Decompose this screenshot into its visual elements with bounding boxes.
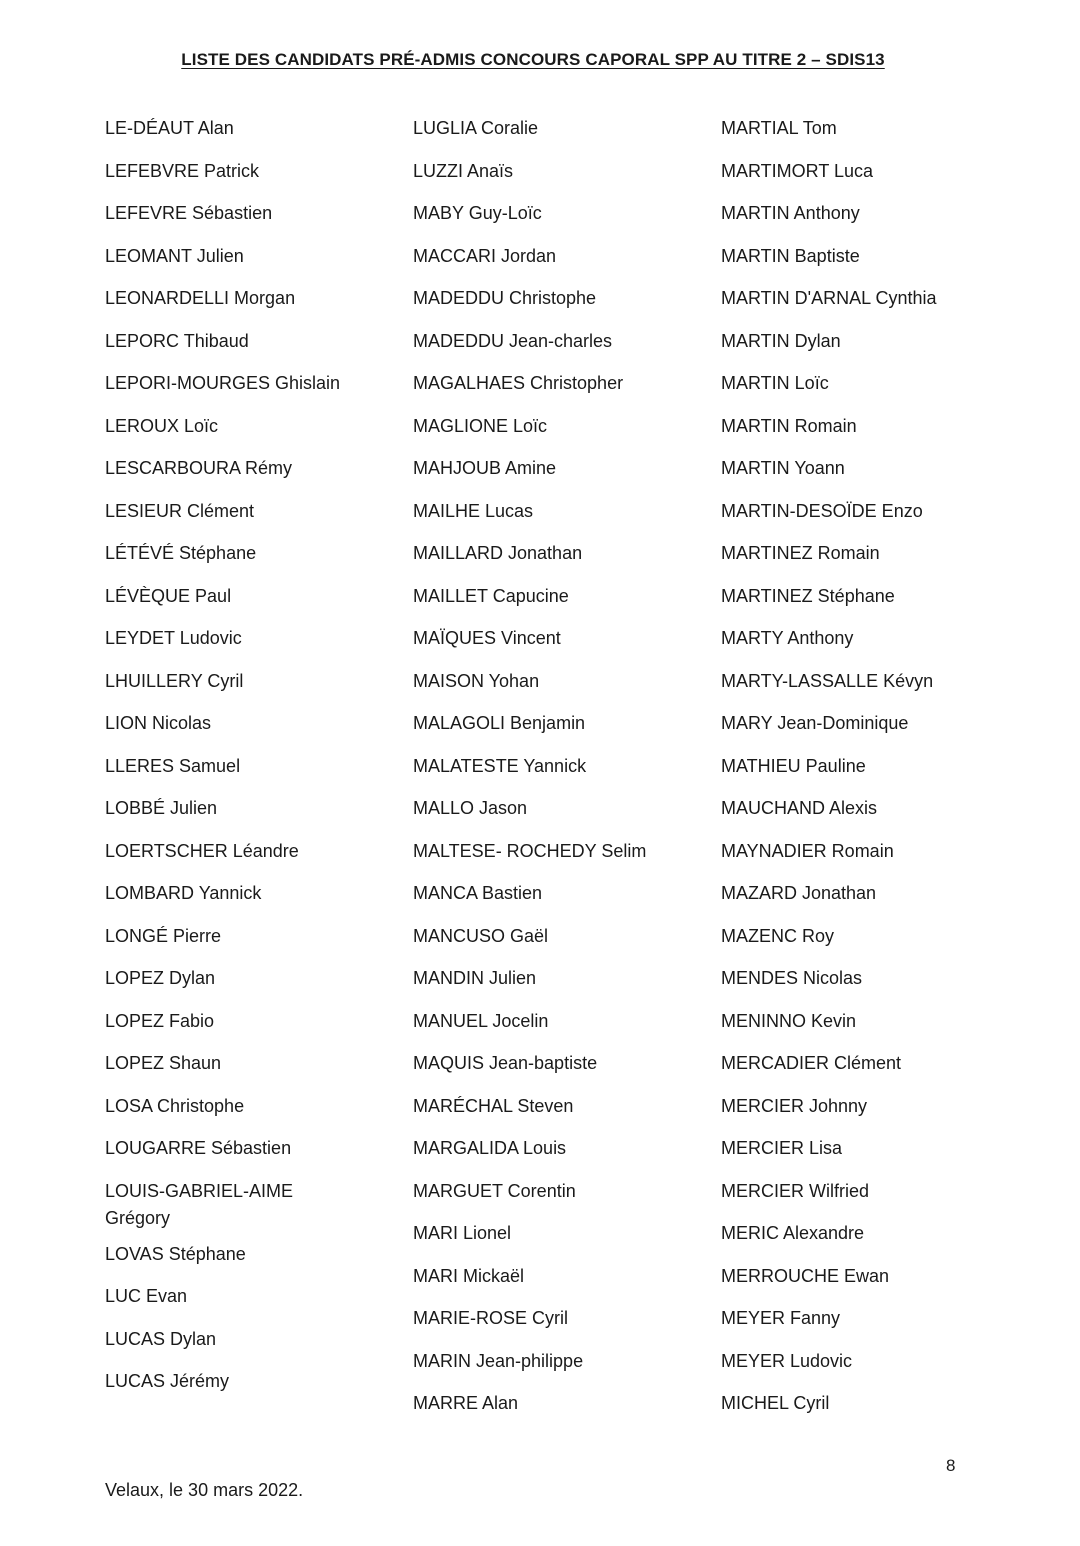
candidate-name: LLERES Samuel xyxy=(105,755,241,776)
candidate-name: LOBBÉ Julien xyxy=(105,798,218,818)
candidate-name: LEYDET Ludovic xyxy=(105,628,242,648)
candidate-name: LOVAS Stéphane xyxy=(105,1243,246,1264)
candidate-name: MANCA Bastien xyxy=(413,883,543,903)
candidate-name: LOUGARRE Sébastien xyxy=(105,1138,292,1158)
candidate-name: LÉTÉVÉ Stéphane xyxy=(105,543,257,563)
candidate-name: MARTIN Romain xyxy=(721,415,857,436)
candidate-name: LOERTSCHER Léandre xyxy=(105,840,299,861)
candidate-name: MAISON Yohan xyxy=(413,670,540,691)
candidate-name: MACCARI Jordan xyxy=(413,245,557,266)
names-column-3 xyxy=(721,115,1021,1433)
candidate-name: LEOMANT Julien xyxy=(105,245,244,266)
candidate-name: MEYER Fanny xyxy=(721,1308,841,1328)
candidate-name: MANDIN Julien xyxy=(413,968,537,988)
candidate-name: MERCADIER Clément xyxy=(721,1053,902,1073)
candidate-name: LEPORI-MOURGES Ghislain xyxy=(105,373,341,393)
candidate-name: MARI Mickaël xyxy=(413,1265,525,1286)
candidate-name: MARRE Alan xyxy=(413,1393,519,1413)
candidate-name: MATHIEU Pauline xyxy=(721,755,866,776)
candidate-name: MEYER Ludovic xyxy=(721,1350,853,1371)
candidate-name: LEONARDELLI Morgan xyxy=(105,288,296,308)
candidate-name: MERCIER Lisa xyxy=(721,1138,843,1158)
candidate-name: MAÏQUES Vincent xyxy=(413,628,561,648)
candidate-name: MALAGOLI Benjamin xyxy=(413,713,586,733)
candidate-name: MAZENC Roy xyxy=(721,925,835,946)
candidate-name: MICHEL Cyril xyxy=(721,1393,830,1413)
candidate-name: LOPEZ Fabio xyxy=(105,1010,215,1031)
candidate-name: LUZZI Anaïs xyxy=(413,160,514,181)
candidate-name: MALATESTE Yannick xyxy=(413,755,587,776)
footer-date: Velaux, le 30 mars 2022. xyxy=(105,1480,304,1500)
candidate-name: MERCIER Wilfried xyxy=(721,1180,870,1201)
candidate-name: MAILLET Capucine xyxy=(413,585,569,606)
candidate-name: MARTIN-DESOÏDE Enzo xyxy=(721,500,923,521)
candidate-name: MENDES Nicolas xyxy=(721,968,863,988)
candidate-name: MANUEL Jocelin xyxy=(413,1010,549,1031)
candidate-name: LUCAS Jérémy xyxy=(105,1371,230,1391)
candidate-name: LOPEZ Shaun xyxy=(105,1053,222,1073)
candidate-name: MADEDDU Christophe xyxy=(413,288,597,308)
candidate-name: MARTIN Anthony xyxy=(721,203,860,223)
candidate-name: MARTY Anthony xyxy=(721,628,854,648)
candidate-name: MARTINEZ Stéphane xyxy=(721,585,895,606)
candidate-name: MARTY-LASSALLE Kévyn xyxy=(721,670,934,691)
candidate-name: MARY Jean-Dominique xyxy=(721,713,909,733)
candidate-name: LION Nicolas xyxy=(105,713,212,733)
candidate-name: MADEDDU Jean-charles xyxy=(413,330,613,351)
candidate-name: MARGALIDA Louis xyxy=(413,1138,567,1158)
candidate-name: MARTIAL Tom xyxy=(721,118,837,138)
candidate-name: MARTIN Baptiste xyxy=(721,245,860,266)
candidate-name: MAGALHAES Christopher xyxy=(413,373,624,393)
candidate-name: LE-DÉAUT Alan xyxy=(105,118,234,138)
candidate-name: LEFEVRE Sébastien xyxy=(105,203,273,223)
candidate-name: MAGLIONE Loïc xyxy=(413,415,548,436)
candidate-name: MALTESE- ROCHEDY Selim xyxy=(413,840,647,861)
names-column-1 xyxy=(105,115,405,1411)
candidate-name: LONGÉ Pierre xyxy=(105,925,222,946)
candidate-name: LUGLIA Coralie xyxy=(413,118,539,138)
document-title: LISTE DES CANDIDATS PRÉ-ADMIS CONCOURS CAPORAL SPP AU TITRE 2 – SDIS13 xyxy=(181,50,885,69)
candidate-name: MARTIMORT Luca xyxy=(721,160,874,181)
candidate-name: MALLO Jason xyxy=(413,798,528,818)
candidate-name: MARTIN D'ARNAL Cynthia xyxy=(721,288,937,308)
candidate-name: MARI Lionel xyxy=(413,1223,512,1243)
candidate-name: MARTIN Dylan xyxy=(721,330,841,351)
candidate-name: MARTIN Yoann xyxy=(721,458,845,478)
candidate-name: MABY Guy-Loïc xyxy=(413,203,542,223)
candidate-name: MERROUCHE Ewan xyxy=(721,1265,890,1286)
candidate-name: MAUCHAND Alexis xyxy=(721,798,878,818)
candidate-name: MAILHE Lucas xyxy=(413,500,534,521)
candidate-name: MAILLARD Jonathan xyxy=(413,543,583,563)
candidate-name: MAZARD Jonathan xyxy=(721,883,877,903)
candidate-name: LUCAS Dylan xyxy=(105,1328,217,1349)
candidate-name: MAYNADIER Romain xyxy=(721,840,894,861)
candidate-name: LÉVÈQUE Paul xyxy=(105,585,232,606)
page-number: 8 xyxy=(946,1456,956,1475)
candidate-name: MANCUSO Gaël xyxy=(413,925,549,946)
candidate-name: MERCIER Johnny xyxy=(721,1095,868,1116)
candidate-name: LEROUX Loïc xyxy=(105,415,219,436)
candidate-name: LOSA Christophe xyxy=(105,1095,245,1116)
candidate-name: MARIE-ROSE Cyril xyxy=(413,1308,569,1328)
candidate-name: LEPORC Thibaud xyxy=(105,330,249,351)
candidate-name: MARTINEZ Romain xyxy=(721,543,880,563)
candidate-name: MERIC Alexandre xyxy=(721,1223,865,1243)
candidate-name: LOPEZ Dylan xyxy=(105,968,216,988)
candidate-name: MAQUIS Jean-baptiste xyxy=(413,1053,598,1073)
candidate-name: LOMBARD Yannick xyxy=(105,883,262,903)
candidate-name: MAHJOUB Amine xyxy=(413,458,557,478)
candidate-name: MARÉCHAL Steven xyxy=(413,1095,574,1116)
candidate-name: LHUILLERY Cyril xyxy=(105,670,244,691)
candidate-name: LESIEUR Clément xyxy=(105,500,255,521)
candidate-name: LOUIS-GABRIEL-AIME Grégory xyxy=(105,1180,294,1228)
candidate-name: MARTIN Loïc xyxy=(721,373,829,393)
candidate-name: LESCARBOURA Rémy xyxy=(105,458,293,478)
names-column-2 xyxy=(413,115,713,1433)
candidate-name: MARGUET Corentin xyxy=(413,1180,576,1201)
candidate-name: MENINNO Kevin xyxy=(721,1010,857,1031)
candidate-name: LEFEBVRE Patrick xyxy=(105,160,260,181)
candidate-name: LUC Evan xyxy=(105,1286,188,1306)
candidate-name: MARIN Jean-philippe xyxy=(413,1350,584,1371)
